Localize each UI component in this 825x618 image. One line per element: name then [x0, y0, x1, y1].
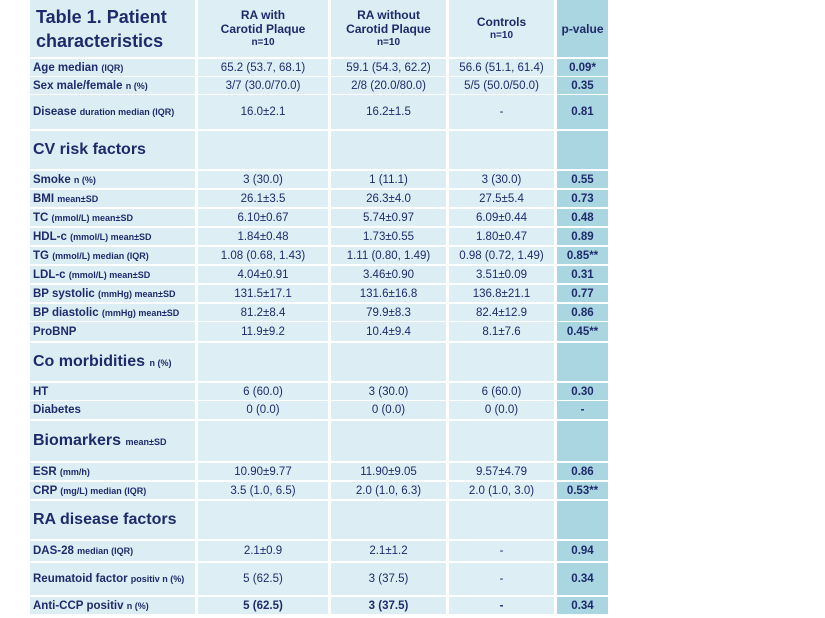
ra-with-plaque-value: 6 (60.0): [243, 385, 283, 398]
ra-with-plaque-value-cell: [198, 59, 328, 76]
ra-with-plaque-value-cell: [198, 482, 328, 499]
row-label-cell: [30, 401, 195, 419]
row-label-cell: [30, 304, 195, 321]
row-label-unit: (mg/L) median (IQR): [60, 485, 147, 496]
controls-value-cell: [449, 482, 554, 499]
p-value: 0.09*: [569, 61, 596, 74]
col1-n: n=10: [251, 36, 275, 48]
row-label-unit: mean±SD: [57, 193, 99, 204]
row-label: DAS-28: [33, 545, 74, 557]
p-value-cell: [557, 401, 608, 419]
controls-value-cell: [449, 285, 554, 302]
p-value: 0.86: [571, 306, 594, 319]
ra-with-plaque-value: 4.04±0.91: [237, 268, 289, 281]
ra-with-plaque-value: 26.1±3.5: [240, 192, 286, 205]
ra-without-plaque-value-cell: [331, 343, 446, 381]
ra-without-plaque-value-cell: [331, 190, 446, 207]
controls-value-cell: [449, 209, 554, 226]
ra-with-plaque-value: 5 (62.5): [243, 599, 283, 612]
ra-without-plaque-value: 1.73±0.55: [362, 230, 415, 243]
section-row-cv_title: [30, 131, 578, 169]
ra-without-plaque-value: 26.3±4.0: [366, 192, 411, 205]
ra-with-plaque-value-cell: [198, 228, 328, 245]
ra-without-plaque-value-cell: [331, 563, 446, 595]
table-row-esr: [30, 463, 594, 480]
col2-line2: Carotid Plaque: [346, 21, 431, 36]
p-value: 0.35: [571, 79, 594, 92]
ra-without-plaque-value: 5.74±0.97: [362, 211, 415, 224]
p-value-cell: [557, 304, 608, 321]
p-value-cell: [557, 266, 608, 283]
ra-without-plaque-value-cell: [331, 209, 446, 226]
col2-n: n=10: [376, 36, 401, 48]
controls-value: -: [499, 545, 504, 557]
controls-value-cell: [449, 247, 554, 264]
p-value-cell: [557, 59, 608, 76]
p-value-cell: [557, 421, 608, 461]
ra-with-plaque-value-cell: [198, 421, 328, 461]
table-row-sex: [30, 77, 594, 94]
col3-n: n=10: [489, 29, 514, 41]
p-value: 0.86: [571, 465, 594, 478]
table-row-crp: [30, 482, 599, 499]
column-header-ra-with-plaque: [198, 0, 328, 57]
controls-value: 1.80±0.47: [475, 230, 528, 243]
controls-value: 56.6 (51.1, 61.4): [459, 61, 544, 74]
row-label-cell: [30, 131, 195, 169]
row-label: BP diastolic: [33, 306, 99, 319]
ra-without-plaque-value: 10.4±9.4: [366, 325, 411, 338]
controls-value: 5/5 (50.0/50.0): [464, 79, 539, 92]
column-header-ra-without-plaque: [331, 0, 446, 57]
ra-with-plaque-value: 3/7 (30.0/70.0): [225, 79, 301, 92]
controls-value-cell: [449, 304, 554, 321]
ra-with-plaque-value-cell: [198, 322, 328, 341]
table-row-age: [30, 59, 596, 76]
ra-without-plaque-value: 11.90±9.05: [360, 465, 417, 478]
ra-without-plaque-value-cell: [331, 501, 446, 539]
p-value-cell: [557, 228, 608, 245]
ra-with-plaque-value: 3 (30.0): [243, 173, 283, 186]
p-value: 0.55: [571, 173, 594, 186]
controls-value-cell: [449, 597, 554, 614]
ra-with-plaque-value-cell: [198, 266, 328, 283]
row-label: Biomarkers: [33, 432, 122, 449]
table-row-diabetes: [30, 401, 585, 419]
controls-value: 82.4±12.9: [475, 306, 528, 319]
table-row-hdl: [30, 228, 594, 245]
ra-without-plaque-value: 0 (0.0): [371, 404, 406, 416]
row-label: LDL-c: [33, 268, 66, 281]
patient-characteristics-table: [30, 0, 604, 614]
controls-value-cell: [449, 343, 554, 381]
p-value-cell: [557, 597, 608, 614]
p-value-cell: [557, 209, 608, 226]
ra-with-plaque-value-cell: [198, 285, 328, 302]
ra-without-plaque-value-cell: [331, 95, 446, 129]
table-row-bmi: [30, 190, 594, 207]
row-label: HT: [33, 385, 49, 398]
controls-value: 3.51±0.09: [475, 268, 528, 281]
row-label-cell: [30, 190, 195, 207]
col3-line1: Controls: [476, 14, 527, 29]
table-row-probnp: [30, 322, 599, 341]
p-value-cell: [557, 463, 608, 480]
ra-with-plaque-value-cell: [198, 383, 328, 400]
ra-with-plaque-value-cell: [198, 541, 328, 561]
ra-without-plaque-value-cell: [331, 597, 446, 614]
ra-without-plaque-value-cell: [331, 171, 446, 188]
row-label-unit: (mm/h): [59, 466, 90, 477]
row-label-cell: [30, 541, 195, 561]
row-label-cell: [30, 228, 195, 245]
ra-without-plaque-value: 2/8 (20.0/80.0): [351, 79, 426, 92]
column-header-p-value: [557, 0, 608, 57]
ra-without-plaque-value: 1 (11.1): [369, 173, 408, 186]
section-row-co_title: [30, 343, 578, 381]
p-value: 0.77: [571, 287, 594, 300]
p-value-cell: [557, 322, 608, 341]
p-value: 0.53**: [566, 484, 599, 497]
row-label-cell: [30, 266, 195, 283]
ra-with-plaque-value: 0 (0.0): [246, 404, 280, 416]
controls-value-cell: [449, 77, 554, 94]
ra-without-plaque-value: 3 (30.0): [368, 385, 409, 398]
section-row-ra_title: [30, 501, 578, 539]
p-value-cell: [557, 247, 608, 264]
ra-with-plaque-value: 16.0±2.1: [240, 106, 286, 118]
col4-label: p-value: [561, 21, 604, 36]
ra-with-plaque-value: 6.10±0.67: [237, 211, 289, 224]
row-label-unit: (mmol/L) mean±SD: [68, 269, 151, 280]
row-label-cell: [30, 171, 195, 188]
ra-without-plaque-value: 16.2±1.5: [366, 106, 411, 118]
controls-value: 8.1±7.6: [482, 325, 521, 338]
ra-without-plaque-value-cell: [331, 247, 446, 264]
table-row-ccp: [30, 597, 594, 614]
ra-without-plaque-value: 3.46±0.90: [362, 268, 415, 281]
row-label-cell: [30, 383, 195, 400]
row-label-cell: [30, 501, 195, 539]
table-row-tc: [30, 209, 594, 226]
row-label: CV risk factors: [33, 141, 146, 158]
row-label: TG: [33, 249, 49, 262]
row-label: TC: [33, 211, 49, 224]
ra-without-plaque-value-cell: [331, 463, 446, 480]
p-value-cell: [557, 77, 608, 94]
row-label-cell: [30, 421, 195, 461]
controls-value-cell: [449, 95, 554, 129]
row-label: Age median: [33, 61, 99, 74]
ra-with-plaque-value-cell: [198, 304, 328, 321]
row-label-cell: [30, 285, 195, 302]
row-label-cell: [30, 463, 195, 480]
ra-with-plaque-value-cell: [198, 563, 328, 595]
ra-without-plaque-value: 59.1 (54.3, 62.2): [346, 61, 431, 74]
p-value-cell: [557, 541, 608, 561]
controls-value: 6 (60.0): [481, 385, 522, 398]
controls-value-cell: [449, 322, 554, 341]
p-value: 0.94: [571, 545, 594, 557]
row-label-cell: [30, 343, 195, 381]
table-row-ht: [30, 383, 594, 400]
ra-with-plaque-value-cell: [198, 131, 328, 169]
p-value: 0.34: [571, 573, 594, 585]
column-header-controls: [449, 0, 554, 57]
row-label: Disease: [33, 106, 77, 118]
row-label-unit: n (%): [126, 600, 149, 611]
p-value-cell: [557, 482, 608, 499]
p-value-cell: [557, 343, 608, 381]
controls-value: 9.57±4.79: [475, 465, 528, 478]
ra-with-plaque-value: 81.2±8.4: [240, 306, 286, 319]
ra-without-plaque-value-cell: [331, 266, 446, 283]
controls-value: 0.98 (0.72, 1.49): [459, 249, 544, 262]
p-value: 0.81: [571, 106, 594, 118]
controls-value: 27.5±5.4: [479, 192, 524, 205]
row-label-unit: (IQR): [101, 62, 124, 73]
ra-with-plaque-value: 1.84±0.48: [237, 230, 289, 243]
controls-value: 3 (30.0): [481, 173, 522, 186]
col1-line2: Carotid Plaque: [220, 21, 306, 36]
table-row-bps: [30, 285, 594, 302]
row-label: Sex male/female: [33, 79, 123, 92]
controls-value: 136.8±21.1: [472, 287, 531, 300]
section-row-bio_title: [30, 421, 578, 461]
table-row-bpd: [30, 304, 594, 321]
table-row-rf: [30, 563, 594, 595]
row-label-cell: [30, 59, 195, 76]
p-value: 0.45**: [566, 325, 599, 338]
ra-with-plaque-value-cell: [198, 209, 328, 226]
controls-value-cell: [449, 563, 554, 595]
table-row-ldl: [30, 266, 594, 283]
controls-value-cell: [449, 541, 554, 561]
p-value: 0.89: [571, 230, 594, 243]
p-value-cell: [557, 131, 608, 169]
row-label: RA disease factors: [33, 511, 177, 528]
row-label-unit: (mmol/L) mean±SD: [70, 231, 152, 242]
p-value: 0.34: [571, 599, 594, 612]
ra-with-plaque-value-cell: [198, 171, 328, 188]
row-label: BMI: [33, 192, 55, 205]
p-value: -: [580, 404, 585, 416]
row-label: ESR: [33, 465, 57, 478]
controls-value: -: [499, 573, 504, 585]
p-value: 0.48: [571, 211, 594, 224]
row-label-unit: (mmol/L) mean±SD: [51, 212, 133, 223]
controls-value-cell: [449, 463, 554, 480]
ra-without-plaque-value-cell: [331, 59, 446, 76]
table-row-smoke: [30, 171, 594, 188]
row-label: Diabetes: [33, 404, 81, 416]
row-label-unit: (mmol/L) median (IQR): [52, 250, 149, 261]
controls-value-cell: [449, 421, 554, 461]
row-label-unit: n (%): [73, 174, 96, 185]
controls-value: 2.0 (1.0, 3.0): [468, 484, 535, 497]
ra-without-plaque-value-cell: [331, 482, 446, 499]
controls-value: -: [499, 599, 504, 612]
col2-line1: RA without: [357, 7, 420, 22]
row-label: Reumatoid factor: [33, 573, 128, 585]
row-label-cell: [30, 95, 195, 129]
row-label: Co morbidities: [33, 353, 146, 370]
ra-without-plaque-value-cell: [331, 228, 446, 245]
ra-with-plaque-value: 3.5 (1.0, 6.5): [230, 484, 296, 497]
row-label-cell: [30, 597, 195, 614]
controls-value-cell: [449, 383, 554, 400]
p-value-cell: [557, 95, 608, 129]
controls-value-cell: [449, 266, 554, 283]
row-label-cell: [30, 563, 195, 595]
p-value: 0.85**: [566, 249, 599, 262]
row-label-cell: [30, 209, 195, 226]
ra-without-plaque-value: 3 (37.5): [368, 599, 409, 612]
row-label: Smoke: [33, 173, 71, 186]
row-label: BP systolic: [33, 287, 95, 300]
p-value-cell: [557, 190, 608, 207]
table-row-disease: [30, 95, 594, 129]
table-header-row: [30, 0, 604, 57]
row-label-unit: n (%): [125, 80, 148, 91]
ra-with-plaque-value-cell: [198, 95, 328, 129]
ra-without-plaque-value-cell: [331, 285, 446, 302]
ra-without-plaque-value: 1.11 (0.80, 1.49): [346, 249, 431, 262]
ra-without-plaque-value-cell: [331, 322, 446, 341]
controls-value-cell: [449, 228, 554, 245]
row-label-unit: n (%): [149, 358, 172, 368]
controls-value-cell: [449, 59, 554, 76]
ra-with-plaque-value-cell: [198, 501, 328, 539]
ra-with-plaque-value: 11.9±9.2: [241, 325, 285, 338]
ra-without-plaque-value: 79.9±8.3: [366, 306, 411, 319]
ra-with-plaque-value: 10.90±9.77: [234, 465, 292, 478]
p-value: 0.30: [571, 385, 594, 398]
row-label-unit: median (IQR): [77, 546, 134, 556]
ra-with-plaque-value-cell: [198, 190, 328, 207]
table-title-line2: characteristics: [36, 30, 164, 51]
controls-value-cell: [449, 131, 554, 169]
ra-without-plaque-value-cell: [331, 401, 446, 419]
ra-without-plaque-value-cell: [331, 131, 446, 169]
row-label-cell: [30, 247, 195, 264]
ra-without-plaque-value-cell: [331, 304, 446, 321]
controls-value-cell: [449, 401, 554, 419]
p-value-cell: [557, 285, 608, 302]
ra-without-plaque-value-cell: [331, 77, 446, 94]
ra-without-plaque-value: 2.1±1.2: [369, 545, 408, 557]
ra-without-plaque-value-cell: [331, 421, 446, 461]
ra-with-plaque-value: 2.1±0.9: [243, 545, 283, 557]
ra-with-plaque-value: 131.5±17.1: [234, 287, 292, 300]
row-label-cell: [30, 77, 195, 94]
ra-without-plaque-value: 2.0 (1.0, 6.3): [355, 484, 422, 497]
row-label: CRP: [33, 484, 58, 497]
p-value-cell: [557, 501, 608, 539]
row-label-cell: [30, 482, 195, 499]
controls-value: -: [499, 106, 504, 118]
controls-value: 6.09±0.44: [475, 211, 528, 224]
ra-with-plaque-value-cell: [198, 401, 328, 419]
controls-value: 0 (0.0): [484, 404, 519, 416]
row-label-unit: positiv n (%): [130, 574, 185, 584]
ra-with-plaque-value-cell: [198, 343, 328, 381]
p-value-cell: [557, 171, 608, 188]
ra-with-plaque-value-cell: [198, 597, 328, 614]
col1-line1: RA with: [240, 7, 286, 22]
ra-with-plaque-value: 1.08 (0.68, 1.43): [220, 249, 306, 262]
ra-without-plaque-value-cell: [331, 541, 446, 561]
p-value: 0.31: [571, 268, 594, 281]
row-label-unit: duration median (IQR): [79, 107, 175, 117]
p-value-cell: [557, 383, 608, 400]
ra-with-plaque-value: 5 (62.5): [243, 573, 283, 585]
row-label-unit: (mmHg) mean±SD: [98, 288, 176, 299]
table-row-das: [30, 541, 594, 561]
table-title: [30, 0, 195, 57]
ra-without-plaque-value: 131.6±16.8: [359, 287, 418, 300]
controls-value-cell: [449, 190, 554, 207]
row-label: HDL-c: [33, 230, 67, 243]
p-value: 0.73: [571, 192, 594, 205]
ra-without-plaque-value-cell: [331, 383, 446, 400]
ra-with-plaque-value-cell: [198, 463, 328, 480]
ra-without-plaque-value: 3 (37.5): [368, 573, 409, 585]
p-value-cell: [557, 563, 608, 595]
ra-with-plaque-value-cell: [198, 247, 328, 264]
row-label: Anti-CCP positiv: [33, 599, 124, 612]
table-row-tg: [30, 247, 599, 264]
table-title-line1: Table 1. Patient: [36, 6, 167, 27]
controls-value-cell: [449, 501, 554, 539]
row-label-cell: [30, 322, 195, 341]
ra-with-plaque-value-cell: [198, 77, 328, 94]
controls-value-cell: [449, 171, 554, 188]
row-label-unit: mean±SD: [125, 437, 167, 447]
row-label-unit: (mmHg) mean±SD: [101, 307, 180, 318]
row-label: ProBNP: [33, 325, 77, 338]
ra-with-plaque-value: 65.2 (53.7, 68.1): [220, 61, 306, 74]
